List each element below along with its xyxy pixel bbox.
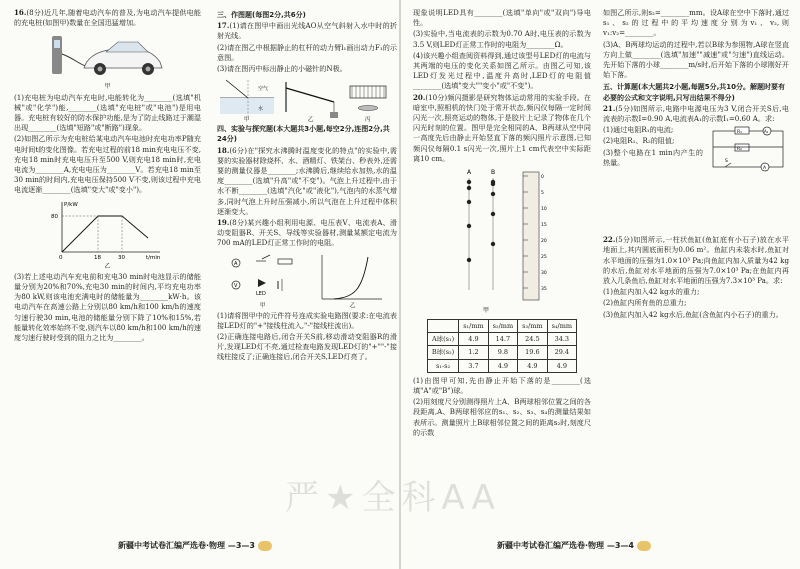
table-cell: A球(s₁): [427, 333, 458, 346]
x-axis-label: t/min: [145, 254, 160, 260]
question-text: (5分)如图所示,电路中电源电压为3 V,闭合开关S后,电流表的示数I=0.90 A,电流表A₁的示数I₁=0.60 A。求:: [603, 103, 789, 124]
circuit-symbols: [232, 255, 292, 309]
iv-curve-figure: [322, 255, 382, 309]
question-number: 17.: [217, 21, 230, 31]
water-label: 水: [258, 106, 264, 113]
ruler-tick: 20: [541, 239, 547, 245]
question-number: 20.: [413, 92, 426, 102]
question-17-part-2: (2)请在图乙中根据静止的杠杆的动力臂l₁画出动力F₁的示意图。: [217, 42, 397, 62]
switch-label: S: [725, 159, 728, 165]
table-header-row: [427, 320, 576, 333]
svg-text:A: A: [234, 260, 238, 267]
iv-curve: [334, 257, 368, 299]
y-tick-label: 80: [50, 213, 58, 220]
ball-a: [467, 186, 471, 190]
ball-b: [491, 182, 495, 186]
ball-b: [491, 192, 495, 196]
power-time-graph: [14, 198, 201, 260]
column-label: B: [491, 169, 496, 177]
question-17-figures: [217, 76, 397, 122]
question-text: (8分)近几年,随着电动汽车的普及,为电动汽车提供电能的充电桩(如图甲)数量在全国迅猛增加。: [14, 8, 201, 28]
question-19: [217, 218, 397, 249]
question-19-figures: [217, 251, 397, 309]
question-text: (8分)某兴趣小组利用电源、电压表V、电流表A、滑动变阻器R、开关S、导线等实验器材,测量某额定电流为700 mA的LED灯正常工作时的电阻。: [217, 218, 397, 248]
x-tick-label: 30: [117, 254, 125, 260]
ammeter-label: A₁: [764, 129, 769, 135]
table-row: [427, 346, 576, 359]
ruler-tick: 0: [541, 175, 544, 181]
ruler-tick: 10: [541, 207, 547, 213]
resistor-label: R₂: [737, 147, 742, 153]
question-number: 22.: [603, 235, 616, 245]
column-4: [603, 8, 789, 533]
table-header-cell: s₂/mm: [488, 320, 517, 333]
table-cell: 19.6: [518, 346, 547, 359]
question-16-part-3: (3)若上述电动汽车充电前和充电30 min时电池显示的储能量分别为20%和70%,充电30 min的时间内,平均充电功率为80 kW,则该电池充满电时的储能量为________kW·h。该电动汽车在高速公路上分别以80 km/h和100 km/h的速度匀速行驶30 min,电池的储能量分别下降了10%和15%,若能量转化效率始终不变,则汽车以80 km/h和100 km/h的速度匀速行驶时受到的阻力之比为________。: [14, 271, 201, 343]
question-21: [603, 104, 789, 124]
column-1: [14, 8, 201, 533]
question-16-part-1: (1)充电桩为电动汽车充电时,电能转化为________(选填"机械"或"化学")能,________(选填"充电桩"或"电池")是用电器。充电桩有较好的防水保护功能,是为了防止线路过于潮湿出现________(选填"短路"或"断路")现象。: [14, 92, 201, 133]
ruler-tick: 15: [541, 223, 547, 229]
watermark: 严★全科AA: [285, 478, 501, 518]
table-cell: 4.9: [488, 359, 517, 372]
figure-caption: 甲: [104, 83, 111, 91]
led-symbol: [258, 279, 266, 287]
column-3: [413, 8, 591, 533]
power-curve: [62, 216, 148, 252]
graph-caption: 乙: [104, 262, 111, 270]
question-21-part-1: (1)通过电阻R₁的电流;: [603, 125, 674, 135]
ball-b: [491, 212, 495, 216]
table-cell: 4.9: [459, 333, 488, 346]
question-20-continued: 如图乙所示,则s₂=________mm。设A球在空中下落时,通过s₁、s₂的过程中的平均速度分别为v₁、v₂,则v₁:v₂=________。: [603, 8, 789, 38]
table-cell: 14.7: [488, 333, 517, 346]
table-cell: s₁-s₂: [427, 359, 458, 372]
lever-figure: [286, 82, 338, 122]
table-cell: 24.5: [518, 333, 547, 346]
ruler-tick: 25: [541, 255, 547, 261]
resistor-label: R₁: [737, 130, 742, 136]
table-cell: 34.3: [547, 333, 576, 346]
table-cell: 4.9: [547, 359, 576, 372]
figure-label: 甲: [244, 117, 250, 123]
question-number: 19.: [217, 218, 230, 228]
question-21-body: [603, 125, 789, 173]
svg-text:V: V: [234, 282, 238, 289]
solenoid-figure: [350, 86, 386, 122]
table-cell: 1.2: [459, 346, 488, 359]
ball-track-b: [491, 169, 495, 290]
table-row: [427, 359, 576, 372]
question-19-part-2: (2)正确连接电路后,闭合开关S前,移动滑动变阻器R的滑片,发现LED灯不亮,通过检查电路发现LED灯的"+""-"接线柱接反了;正确连接后,闭合开关S,LED灯亮了。: [217, 332, 397, 362]
x-tick-label: 18: [93, 254, 101, 260]
air-label: 空气: [258, 86, 269, 93]
vertical-ruler: [523, 172, 547, 300]
column-2: [217, 8, 397, 533]
badge-icon: [637, 541, 651, 551]
badge-icon: [258, 541, 272, 551]
question-22-part-2: (2)鱼缸内所有鱼的总重力;: [603, 298, 687, 308]
table-header-cell: s₃/mm: [518, 320, 547, 333]
column-label: A: [467, 169, 472, 177]
question-21-circuit: [707, 125, 789, 173]
table-row: [427, 333, 576, 346]
switch-symbol: [262, 255, 270, 259]
question-16-intro: [14, 8, 201, 28]
refraction-figure: [220, 80, 274, 122]
question-22-part-1: (1)鱼缸内加入42 kg水的重力;: [603, 287, 700, 297]
question-22-part-3: (3)鱼缸内加入42 kg水后,鱼缸(含鱼缸内小石子)的重力。: [603, 309, 783, 319]
question-number: 16.: [14, 8, 27, 17]
figure-label: 甲: [260, 302, 266, 309]
question-number: 21.: [603, 103, 616, 113]
ammeter-label: A: [763, 166, 767, 172]
ruler-tick: 35: [541, 287, 547, 293]
car-charger-illustration: [48, 30, 168, 80]
figure-label: 丙: [365, 117, 371, 123]
question-18: [217, 146, 397, 217]
ball-a: [467, 180, 471, 184]
table-header-cell: s₄/mm: [547, 320, 576, 333]
question-text: (10分)频闪摄影是研究物体运动常用的实验手段。在暗室中,照相机的快门处于常开状态,频闪仪每隔一定时间闪光一次,照亮运动的物体,于是胶片上记录了物体在几个闪光时刻的位置。图甲是完全相同的A、B两球从空中同一高度先后由静止开始竖直下落的频闪照片示意图,已知频闪仪每隔0.1 s闪光一次,照片上1 cm代表空中实际距离10 cm。: [413, 92, 591, 163]
section-heading: 四、实验与探究题(本大题共3小题,每空2分,连图2分,共24分): [217, 125, 390, 144]
ball-b: [491, 242, 495, 246]
ball-a: [467, 200, 471, 204]
page-footer-left: [118, 540, 272, 551]
question-text: (1)请在图甲中画出光线AO从空气斜射入水中时的折射光线。: [217, 21, 397, 41]
question-17-part-3: (3)请在图丙中标出静止的小磁针的N极。: [217, 64, 347, 74]
ball-a: [467, 224, 471, 228]
question-17-part-1: [217, 21, 397, 41]
ruler-tick: 30: [541, 271, 547, 277]
figure-label: 甲: [483, 307, 490, 315]
table-cell: 9.8: [488, 346, 517, 359]
question-text: (5分)如图所示,一柱状鱼缸(鱼缸底有小石子)放在水平地面上,其内圆底面积为0.06 m²。鱼缸内未装水时,鱼缸对水平地面的压强为1.0×10³ Pa;向鱼缸内加入质量为42 kg的水后,鱼缸对水平地面的压强为7.0×10³ Pa;在鱼缸内再放入几条鱼后,鱼缸对水平地面的压强为7.3×10³ Pa。求:: [603, 235, 789, 286]
ruler-tick: 5: [541, 191, 544, 197]
figure-label: 乙: [308, 117, 314, 123]
footer-text: 新疆中考试卷汇编严选卷·物理 —3—3: [118, 541, 255, 550]
question-16-part-2: (2)如图乙所示为充电桩给某电动汽车电池时充电功率P随充电时间t的变化图像。若充电过程的前18 min充电电压不变,充电18 min时充电电压升至500 V,则充电18 min时,充电电流为________A,充电电压为________V。若充电18 min至30 min的时间内,充电电压保持500 V不变,则该过程中充电电流逐渐________(选填"变大"或"变小")。: [14, 134, 201, 195]
led-label: LED: [256, 290, 266, 297]
question-19-part-3: (3)实验中,当电流表的示数为0.70 A时,电压表的示数为3.5 V,则LED灯正常工作时的电阻为________Ω。: [413, 29, 591, 49]
question-22: [603, 235, 789, 286]
ball-track-a: [467, 169, 472, 290]
question-21-part-3: (3)整个电路在1 min内产生的热量。: [603, 147, 703, 167]
ball-a: [467, 258, 471, 262]
strobe-photo-figure: [413, 166, 591, 316]
page-footer-right: [497, 540, 651, 551]
question-20-part-3: (3)A、B两球均运动的过程中,若以B球为参照物,A球在竖直方向上做________(选填"加速""减速"或"匀速")直线运动。先开始下落的小球________m/s时,后开始下落的小球刚好开始下落。: [603, 39, 789, 80]
table-header-cell: [427, 320, 458, 333]
charger-figure: [14, 30, 201, 80]
figure-label: 乙: [350, 302, 356, 309]
question-19-continued: 现象说明LED具有________(选填"单向"或"双向")导电性。: [413, 8, 591, 28]
question-20: [413, 93, 591, 164]
question-number: 18.: [217, 145, 230, 155]
question-20-part-1: (1)由图甲可知,先由静止开始下落的是________(选填"A"或"B")球。: [413, 375, 591, 396]
measurement-table: [427, 319, 577, 373]
table-cell: B球(s₂): [427, 346, 458, 359]
question-19-part-1: (1)请将图甲中的元件符号连成实验电路图(要求:在电流表接LED灯的"+"接线柱流入,"-"接线柱流出)。: [217, 310, 397, 330]
y-axis-label: P/kW: [63, 201, 78, 208]
answer-space: [603, 173, 789, 235]
section-heading: 五、计算题(本大题共2小题,每题5分,共10分。解题时要有必要的公式和文字说明,只写出结果不得分): [603, 83, 785, 102]
footer-text: 新疆中考试卷汇编严选卷·物理 —3—4: [497, 541, 634, 550]
table-cell: 29.4: [547, 346, 576, 359]
compass-needle-icon: [358, 106, 378, 111]
table-header-cell: s₁/mm: [459, 320, 488, 333]
rheostat-symbol: [278, 259, 292, 264]
table-cell: 4.9: [518, 359, 547, 372]
table-cell: 3.7: [459, 359, 488, 372]
question-21-part-2: (2)电阻R₁、R₂的阻值;: [603, 136, 675, 146]
question-19-part-4: (4)该兴趣小组查阅资料得到,通过该型号LED灯的电流与其两端的电压的变化关系如图乙所示。由图乙可知,该LED灯发光过程中,温度升高时,LED灯的电阻值________(选填"变大""变小"或"不变")。: [413, 50, 591, 91]
x-tick-label: 0: [58, 254, 62, 260]
section-heading: 三、作图题(每图2分,共6分): [217, 11, 306, 19]
question-text: (6分)在"探究水沸腾时温度变化的特点"的实验中,需要的实验器材除烧杯、水、酒精灯、铁架台、秒表外,还需要的测量仪器是________;水沸腾后,继续给水加热,水的温度________(选填"升高"或"不变")。气泡上升过程中,由于水不断________(选填"汽化"或"液化"),气泡内的水蒸气增多,同时气泡上升时压强减小,所以气泡在上升过程中体积逐渐变大。: [217, 145, 397, 216]
question-20-part-2: (2)用刻度尺分别测得照片上A、B两球相邻位置之间的各段距离,A、B两球相邻应的s₁、s₂、s₃、s₄的测量结果如表所示。测量照片上B球相邻位置之间的距离s₂时,刻度尺的示数: [413, 397, 591, 437]
